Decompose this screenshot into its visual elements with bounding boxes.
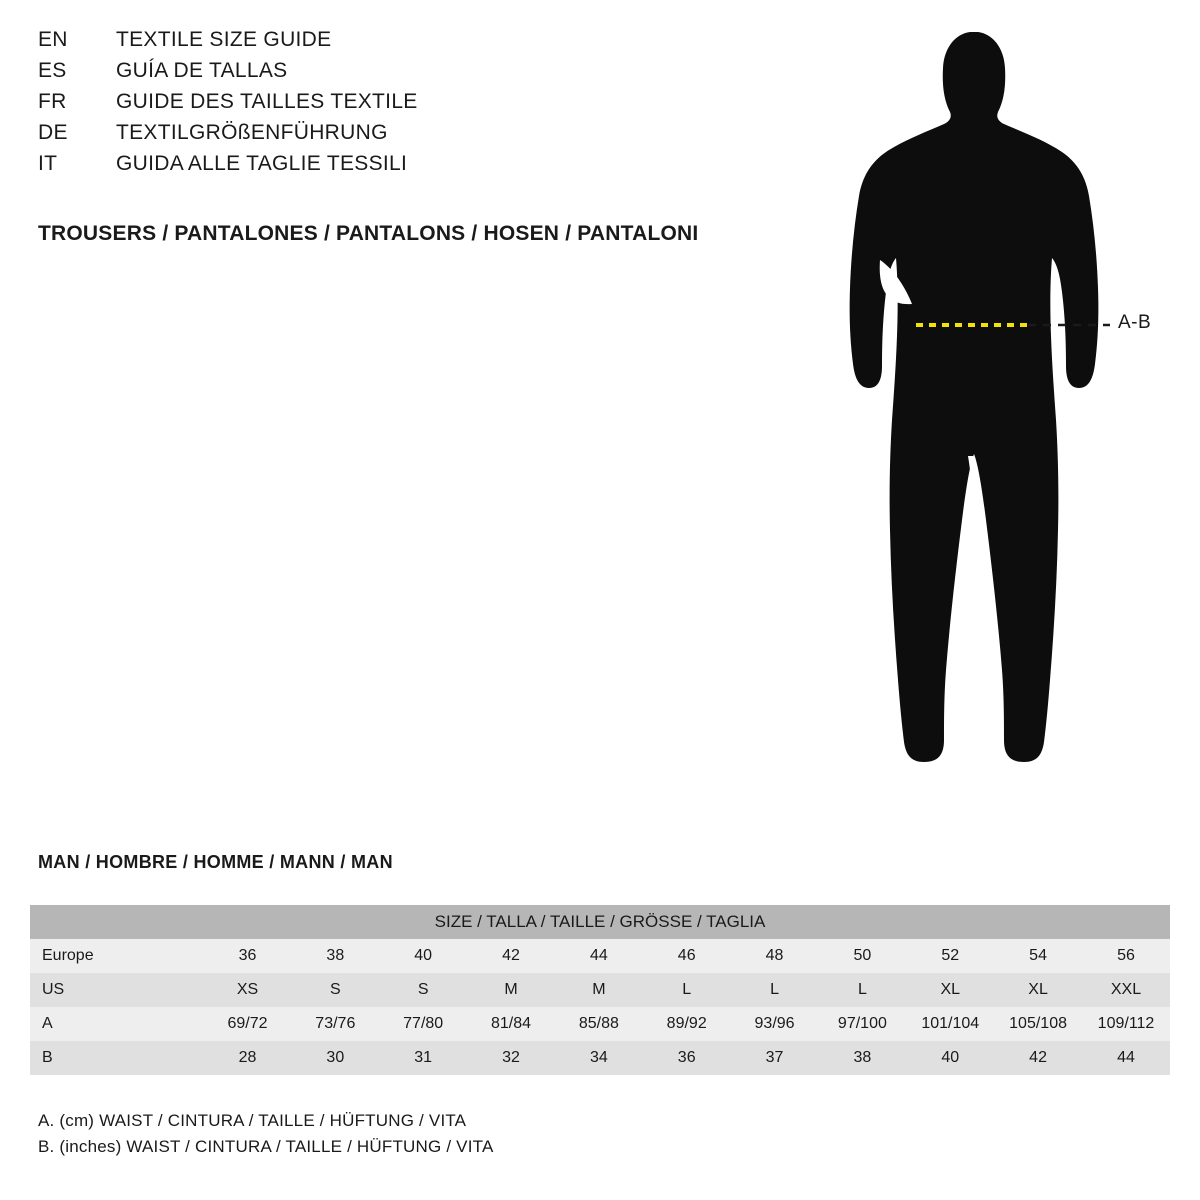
table-cell: 73/76 — [291, 1007, 379, 1041]
language-title: GUIDE DES TAILLES TEXTILE — [116, 90, 418, 113]
table-cell: 54 — [994, 939, 1082, 973]
table-cell: XS — [204, 973, 292, 1007]
table-cell: 37 — [731, 1041, 819, 1075]
size-table — [30, 905, 1170, 1075]
language-row — [38, 121, 798, 152]
footnote-b: B. (inches) WAIST / CINTURA / TAILLE / HÜFTUNG / VITA — [38, 1137, 494, 1156]
language-row — [38, 90, 798, 121]
table-section-title: MAN / HOMBRE / HOMME / MANN / MAN — [38, 852, 393, 872]
footnotes — [38, 1108, 494, 1160]
table-header-label: SIZE / TALLA / TAILLE / GRÖSSE / TAGLIA — [30, 905, 1170, 939]
table-cell: 101/104 — [906, 1007, 994, 1041]
table-cell: 44 — [1082, 1041, 1170, 1075]
language-code: EN — [38, 28, 68, 51]
table-cell: 38 — [291, 939, 379, 973]
table-cell: 34 — [555, 1041, 643, 1075]
language-title: GUÍA DE TALLAS — [116, 59, 288, 82]
language-row — [38, 28, 798, 59]
table-cell: 46 — [643, 939, 731, 973]
table-cell: M — [467, 973, 555, 1007]
table-cell: 40 — [906, 1041, 994, 1075]
table-cell: 81/84 — [467, 1007, 555, 1041]
table-cell: L — [643, 973, 731, 1007]
waist-measure-label: A-B — [1118, 312, 1152, 333]
table-cell: 56 — [1082, 939, 1170, 973]
garment-type-line: TROUSERS / PANTALONES / PANTALONS / HOSEN / PANTALONI — [38, 222, 699, 245]
table-cell: S — [291, 973, 379, 1007]
table-row — [30, 1007, 1170, 1041]
table-header-row — [30, 905, 1170, 939]
table-cell: 38 — [818, 1041, 906, 1075]
language-code: ES — [38, 59, 67, 82]
table-cell: 32 — [467, 1041, 555, 1075]
table-cell: 69/72 — [204, 1007, 292, 1041]
table-cell: 105/108 — [994, 1007, 1082, 1041]
table-cell: 42 — [994, 1041, 1082, 1075]
language-row — [38, 59, 798, 90]
table-cell: 85/88 — [555, 1007, 643, 1041]
table-cell: 48 — [731, 939, 819, 973]
table-cell: 40 — [379, 939, 467, 973]
language-code: DE — [38, 121, 68, 144]
table-cell: XXL — [1082, 973, 1170, 1007]
table-cell: 31 — [379, 1041, 467, 1075]
table-row — [30, 973, 1170, 1007]
language-code: IT — [38, 152, 58, 175]
table-cell: 30 — [291, 1041, 379, 1075]
footnote-a: A. (cm) WAIST / CINTURA / TAILLE / HÜFTUNG / VITA — [38, 1111, 467, 1130]
table-cell: 93/96 — [731, 1007, 819, 1041]
table-row — [30, 939, 1170, 973]
table-cell: 109/112 — [1082, 1007, 1170, 1041]
table-cell: 89/92 — [643, 1007, 731, 1041]
silhouette-svg — [820, 20, 1180, 810]
leg-gap — [968, 456, 979, 748]
table-cell: 42 — [467, 939, 555, 973]
table-cell: 36 — [204, 939, 292, 973]
language-row — [38, 152, 798, 183]
language-title: TEXTILE SIZE GUIDE — [116, 28, 332, 51]
table-cell: 50 — [818, 939, 906, 973]
table-cell: 77/80 — [379, 1007, 467, 1041]
table-cell: M — [555, 973, 643, 1007]
language-title: GUIDA ALLE TAGLIE TESSILI — [116, 152, 408, 175]
table-cell: S — [379, 973, 467, 1007]
row-label: Europe — [30, 939, 204, 973]
table-cell: 52 — [906, 939, 994, 973]
row-label: A — [30, 1007, 204, 1041]
table-row — [30, 1041, 1170, 1075]
language-code: FR — [38, 90, 67, 113]
language-title: TEXTILGRÖßENFÜHRUNG — [116, 121, 388, 144]
table-cell: 44 — [555, 939, 643, 973]
table-cell: XL — [906, 973, 994, 1007]
language-title-list — [38, 28, 798, 183]
table-cell: 36 — [643, 1041, 731, 1075]
table-cell: 28 — [204, 1041, 292, 1075]
table-cell: XL — [994, 973, 1082, 1007]
table-cell: L — [731, 973, 819, 1007]
male-silhouette-figure — [820, 20, 1180, 810]
table-cell: 97/100 — [818, 1007, 906, 1041]
table-cell: L — [818, 973, 906, 1007]
row-label: US — [30, 973, 204, 1007]
row-label: B — [30, 1041, 204, 1075]
